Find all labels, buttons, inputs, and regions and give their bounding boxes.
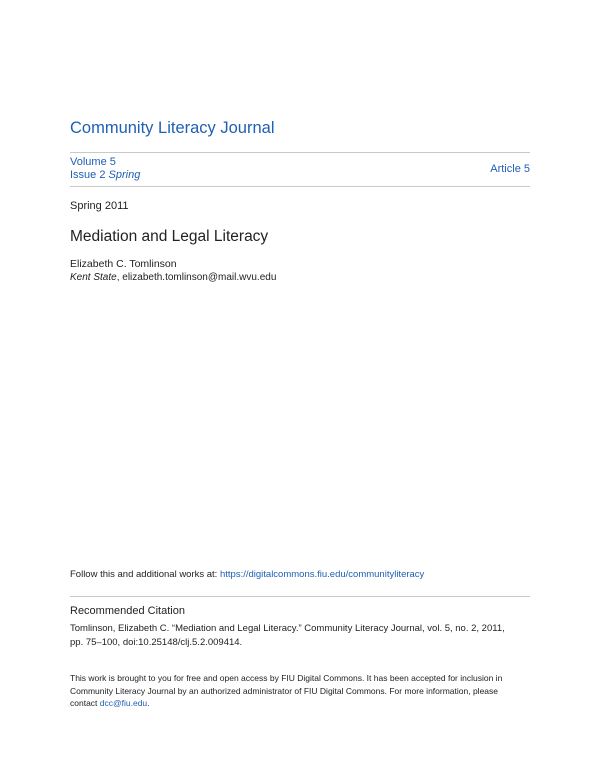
citation-line-2: pp. 75–100, doi:10.25148/clj.5.2.009414. bbox=[70, 636, 243, 648]
citation-line-1: Tomlinson, Elizabeth C. “Mediation and Legal Literacy.” Community Literacy Journal, vol. 5, no. 2, 2011, bbox=[70, 623, 505, 634]
publication-date: Spring 2011 bbox=[70, 200, 129, 212]
author-email: , elizabeth.tomlinson@mail.wvu.edu bbox=[116, 272, 277, 283]
author-affiliation bbox=[70, 272, 276, 283]
contact-email-link[interactable]: dcc@fiu.edu bbox=[99, 698, 148, 708]
divider-citation bbox=[70, 596, 530, 597]
divider-bottom bbox=[70, 186, 530, 187]
issue-season: Spring bbox=[108, 169, 141, 181]
notice-period: . bbox=[147, 698, 150, 708]
affiliation-name: Kent State bbox=[70, 272, 117, 283]
citation-heading: Recommended Citation bbox=[70, 605, 185, 617]
collection-link[interactable]: https://digitalcommons.fiu.edu/communityliteracy bbox=[219, 569, 425, 580]
divider-top bbox=[70, 152, 530, 153]
article-title: Mediation and Legal Literacy bbox=[70, 228, 269, 245]
article-number-link[interactable]: Article 5 bbox=[490, 163, 530, 175]
volume-link[interactable]: Volume 5 bbox=[70, 156, 116, 168]
journal-title-link[interactable]: Community Literacy Journal bbox=[70, 119, 275, 137]
issue-label: Issue 2 bbox=[70, 169, 109, 181]
notice-line-1: This work is brought to you for free and open access by FIU Digital Commons. It has been accepted for inclusion in bbox=[70, 673, 503, 683]
author-name: Elizabeth C. Tomlinson bbox=[70, 258, 177, 270]
access-notice bbox=[70, 672, 540, 710]
notice-line-3 bbox=[70, 697, 540, 710]
citation-text bbox=[70, 622, 540, 649]
notice-contact-label: contact bbox=[70, 698, 100, 708]
volume-issue-block bbox=[70, 156, 140, 182]
follow-text: Follow this and additional works at: bbox=[70, 569, 220, 580]
notice-line-2: Community Literacy Journal by an authorized administrator of FIU Digital Commons. For more information, please bbox=[70, 685, 499, 696]
issue-link[interactable] bbox=[70, 169, 140, 182]
follow-line bbox=[70, 569, 424, 580]
